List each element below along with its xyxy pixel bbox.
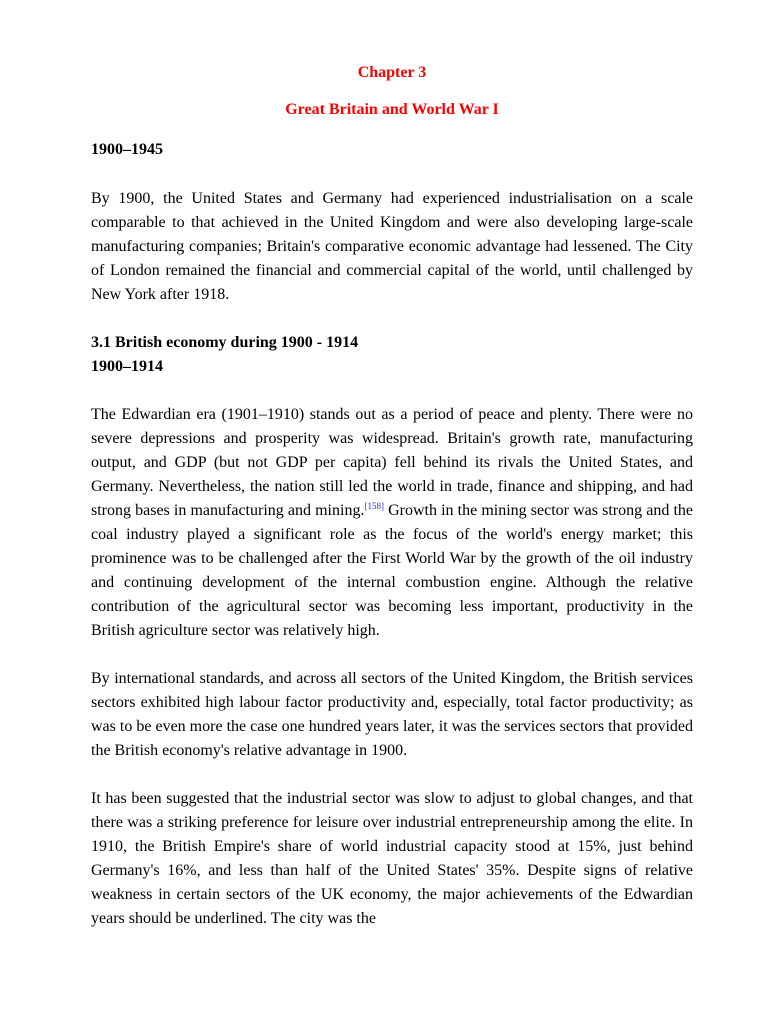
section-title: 3.1 British economy during 1900 - 1914 (91, 334, 359, 351)
chapter-title: Great Britain and World War I (285, 101, 499, 118)
citation-link[interactable]: [158] (364, 501, 384, 511)
paragraph-intro: By 1900, the United States and Germany had experienced industrialisation on a scale comparable to that achieved in the United Kingdom and were also developing large-scale manufacturing companies; Britain's comparative economic advantage had lessened. The City of London remained the financial and commercial capital of the world, until challenged by New York after 1918. (91, 190, 693, 303)
section-subtitle: 1900–1914 (91, 358, 163, 375)
paragraph-industrial-sector: It has been suggested that the industrial sector was slow to adjust to global changes, and that there was a striking preference for leisure over industrial entrepreneurship among the elite. In 1910, the British Empire's share of world industrial capacity stood at 15%, just behind Germany's 16%, and less than half of the United States' 35%. Despite signs of relative weakness in certain sectors of the UK economy, the major achievements of the Edwardian years should be underlined. The city was the (91, 790, 693, 927)
chapter-number: Chapter 3 (357, 64, 427, 81)
paragraph-edwardian-era (91, 403, 693, 643)
paragraph-edwardian-text-1: The Edwardian era (1901–1910) stands out as a period of peace and plenty. There were no severe depressions and prosperity was widespread. Britain's growth rate, manufacturing output, and GDP (but not GDP per capita) fell behind its rivals the United States, and Germany. Nevertheless, the nation still led the world in trade, finance and shipping, and had strong bases in manufacturing and mining. (91, 406, 693, 519)
period-heading: 1900–1945 (91, 141, 163, 158)
paragraph-services-sector: By international standards, and across all sectors of the United Kingdom, the British services sectors exhibited high labour factor productivity and, especially, total factor productivity; as was to be even more the case one hundred years later, it was the services sectors that provided the British economy's relative advantage in 1900. (91, 670, 693, 759)
paragraph-edwardian-text-2: Growth in the mining sector was strong and the coal industry played a significant role as the focus of the world's energy market; this prominence was to be challenged after the First World War by the growth of the oil industry and continuing development of the internal combustion engine. Although the relative contribution of the agricultural sector was becoming less important, productivity in the British agriculture sector was relatively high. (91, 502, 693, 639)
